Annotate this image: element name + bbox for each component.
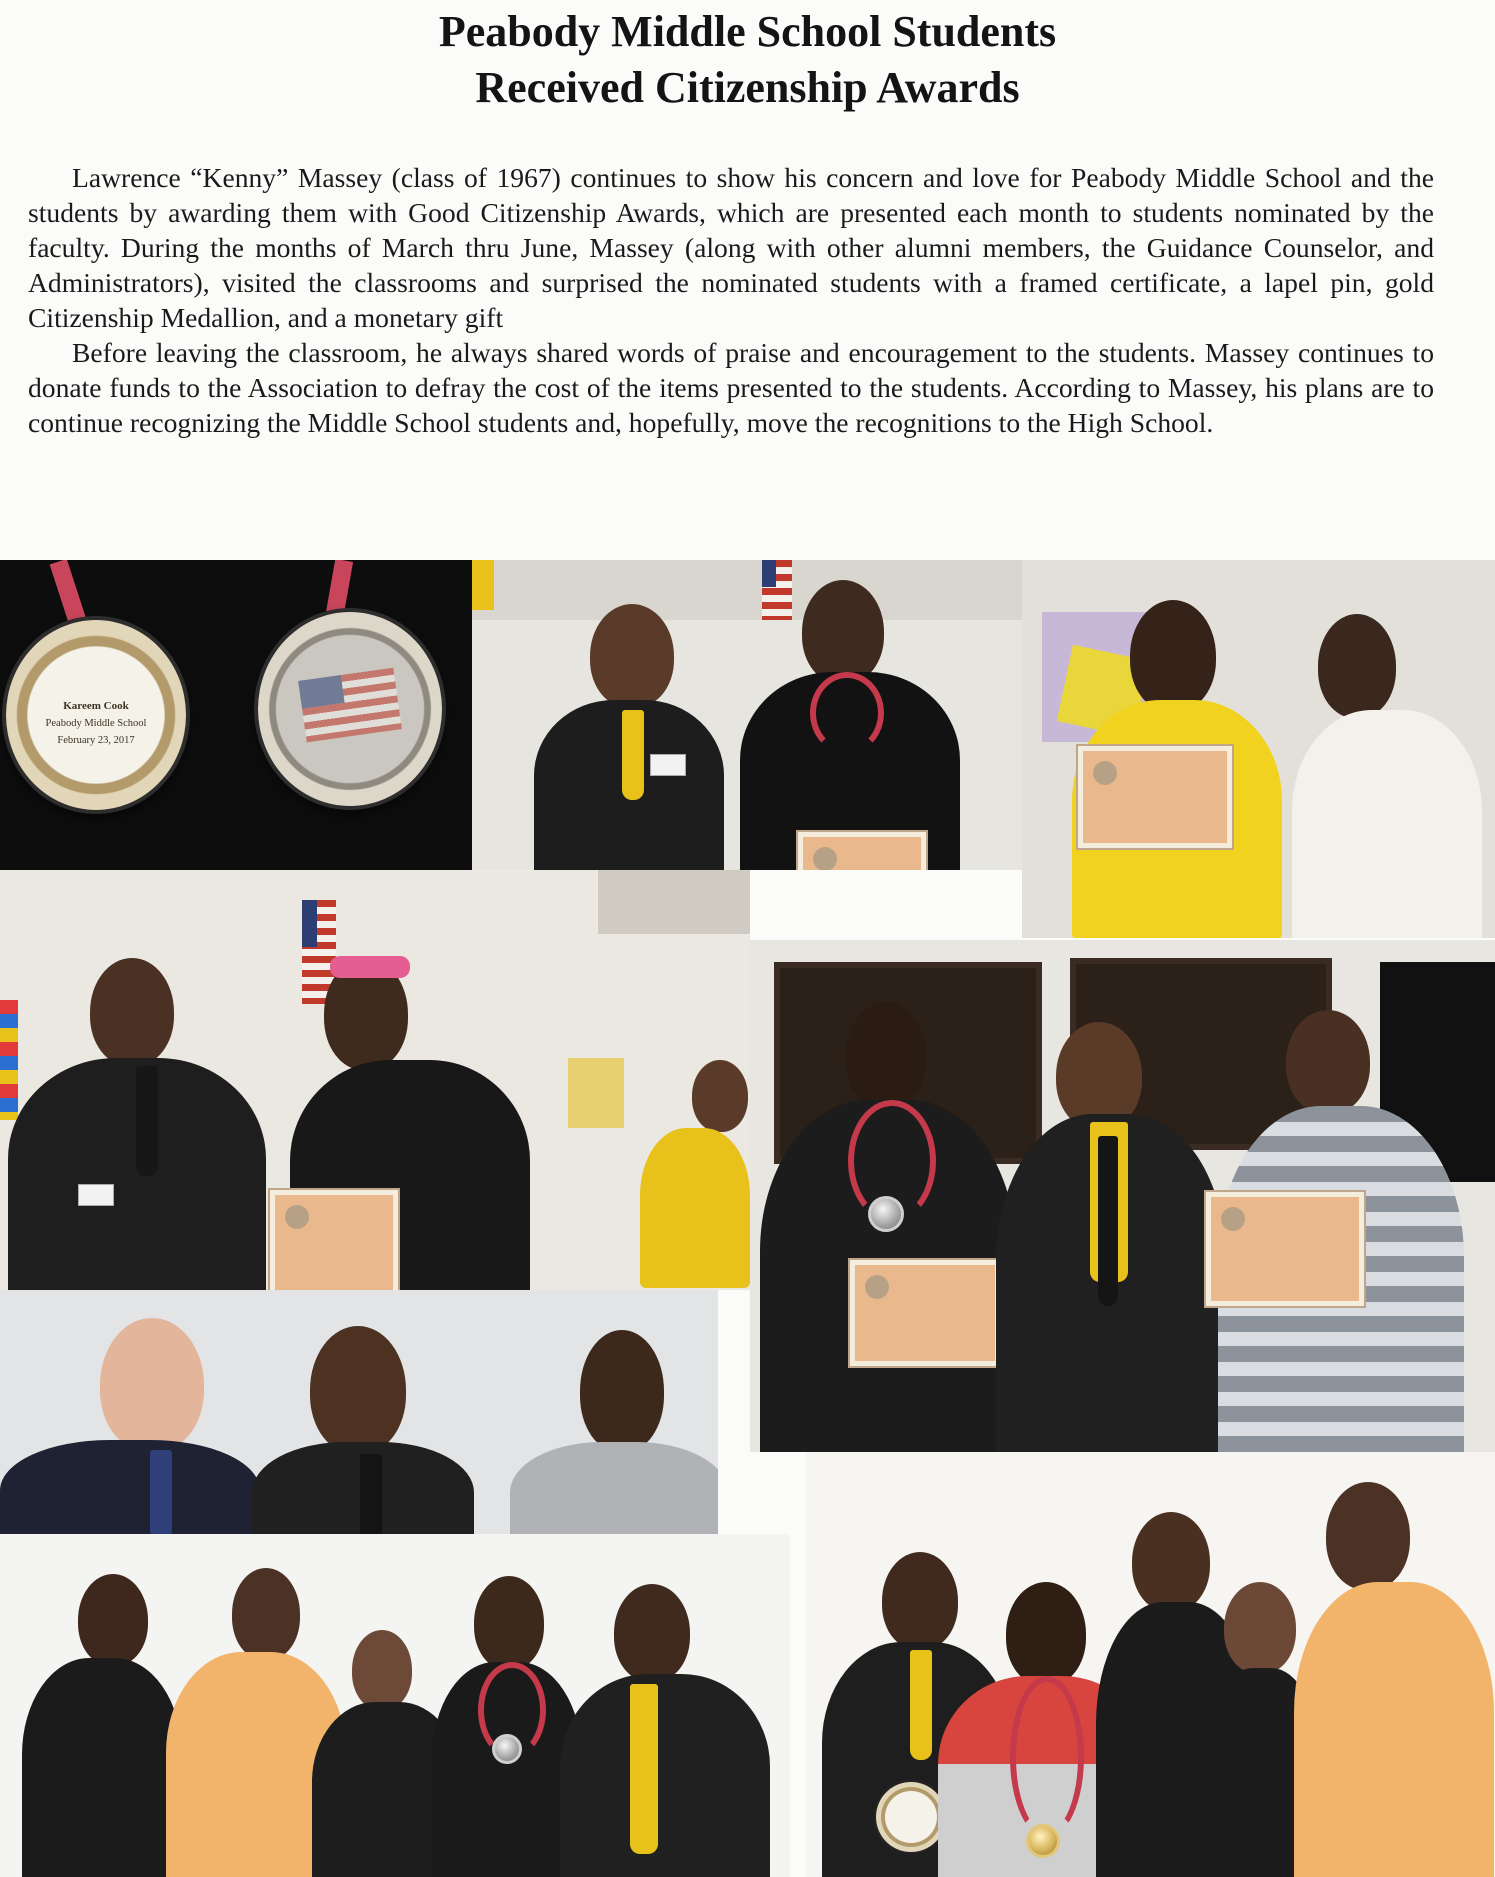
- photo-three-men: [0, 1290, 718, 1534]
- medal: [1026, 1824, 1060, 1858]
- engraving-date: February 23, 2017: [57, 735, 135, 746]
- engraving-name: Kareem Cook: [63, 700, 129, 712]
- photo-presentation-1: [472, 560, 1022, 870]
- medal-ribbon: [810, 672, 884, 754]
- article-paragraph-2: Before leaving the classroom, he always shared words of praise and encouragement to the students. Massey continues to donate funds to the Association to defray the cost of the items presented to the students. According to Massey, his plans are to continue recognizing the Middle School students and, hopefully, move the recognitions to the High School.: [28, 337, 1434, 438]
- engraving-school: Peabody Middle School: [45, 718, 147, 729]
- article-paragraph-1: Lawrence “Kenny” Massey (class of 1967) continues to show his concern and love for Peabody Middle School and the students by awarding them with Good Citizenship Awards, which are presented each month to students nominated by the faculty. During the months of March thru June, Massey (along with other alumni members, the Guidance Counselor, and Administrators), visited the classrooms and surprised the nominated students with a framed certificate, a lapel pin, gold Citizenship Medallion, and a monetary gift: [28, 162, 1434, 333]
- award-certificate: [270, 1190, 398, 1290]
- photo-presentation-2: [1022, 560, 1495, 938]
- photo-group-1: [0, 1534, 790, 1877]
- medal-ribbon: [1010, 1676, 1084, 1838]
- award-certificate: [1078, 746, 1232, 848]
- award-certificate: [798, 832, 926, 870]
- photo-group-2: [806, 1452, 1495, 1877]
- photo-presentation-4: [750, 940, 1495, 1452]
- headline-line-1: Peabody Middle School Students: [438, 7, 1057, 56]
- medal: [868, 1196, 904, 1232]
- article-body: [28, 160, 1434, 440]
- photo-presentation-3: [0, 870, 750, 1290]
- flag-emblem: [298, 668, 402, 743]
- medallion-front: [6, 620, 186, 810]
- headline-line-2: Received Citizenship Awards: [475, 63, 1020, 112]
- article-headline: [0, 4, 1495, 116]
- name-badge: [650, 754, 686, 776]
- medallion-back: [258, 612, 442, 806]
- photo-medallions: [0, 560, 472, 870]
- american-flag: [762, 560, 792, 620]
- medal: [492, 1734, 522, 1764]
- medallion-engraving: [6, 698, 186, 749]
- award-certificate: [1206, 1192, 1364, 1306]
- name-badge: [78, 1184, 114, 1206]
- plaque-seal: [876, 1782, 946, 1852]
- award-certificate: [850, 1260, 1000, 1366]
